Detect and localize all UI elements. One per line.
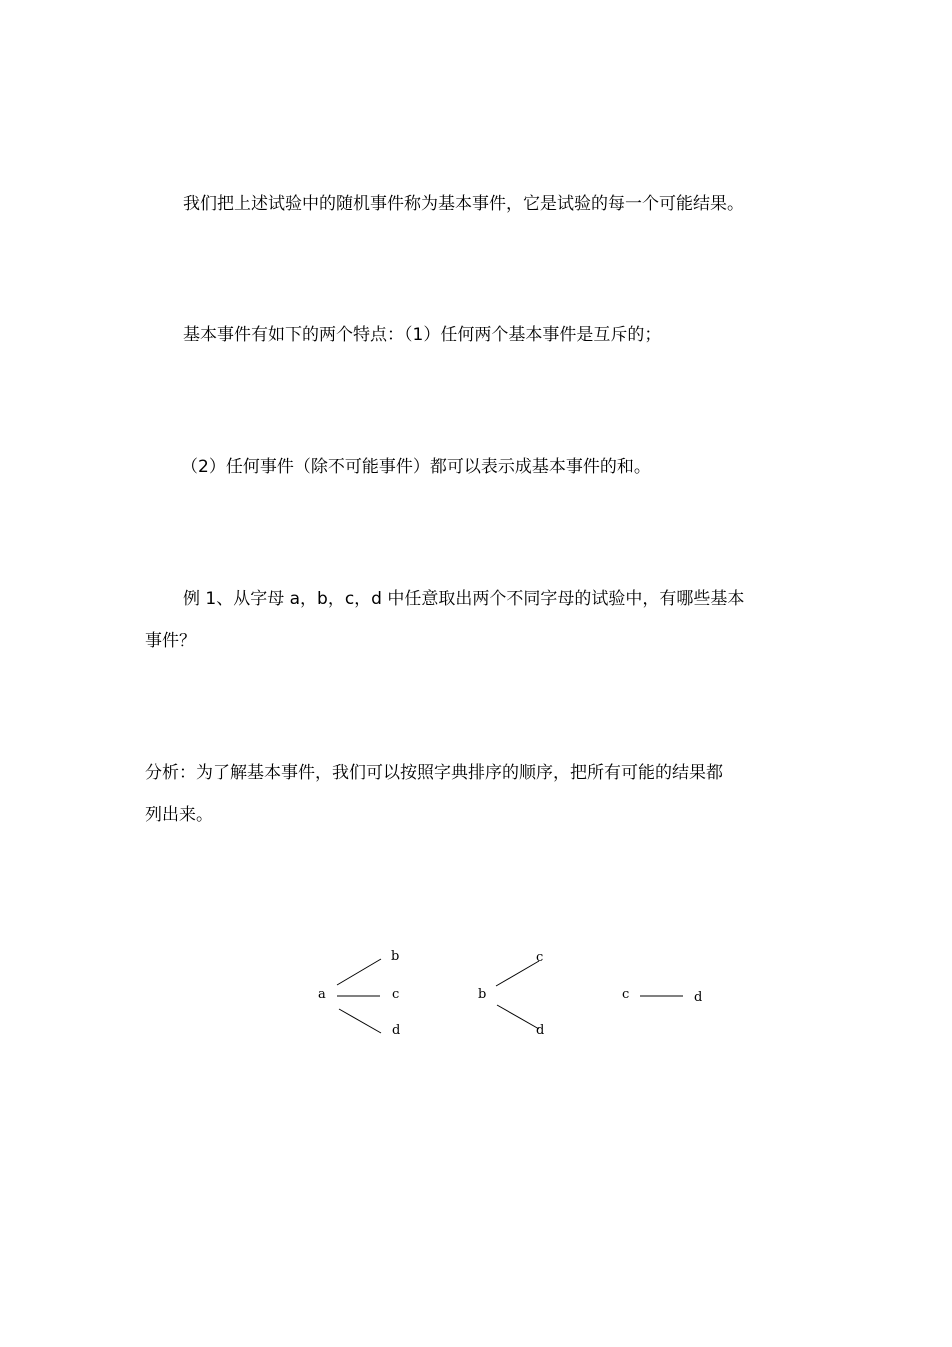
tree-b (478, 950, 544, 1038)
paragraph-property-two: （2）任何事件（除不可能事件）都可以表示成基本事件的和。 (181, 457, 651, 477)
paragraph-basic-event-definition: 我们把上述试验中的随机事件称为基本事件，它是试验的每一个可能结果。 (183, 194, 744, 214)
tree-b-branch-d (497, 1005, 539, 1029)
example-1-line-2: 事件？ (145, 631, 196, 651)
tree-c-leaf-d: d (694, 990, 703, 1005)
tree-a-branch-b (337, 959, 381, 985)
tree-a-leaf-b: b (391, 949, 400, 964)
tree-b-root: b (478, 987, 487, 1002)
tree-c (622, 987, 702, 1005)
tree-a-leaf-c: c (392, 987, 400, 1002)
tree-b-leaf-d: d (536, 1023, 545, 1038)
tree-c-root: c (622, 987, 630, 1002)
paragraph-basic-event-properties: 基本事件有如下的两个特点：（1）任何两个基本事件是互斥的； (183, 325, 662, 345)
analysis-line-1: 分析：为了解基本事件，我们可以按照字典排序的顺序，把所有可能的结果都 (145, 763, 723, 783)
tree-a-root: a (318, 987, 326, 1002)
analysis-line-2: 列出来。 (145, 805, 213, 825)
example-1-line-1: 例 1、从字母 a，b，c，d 中任意取出两个不同字母的试验中，有哪些基本 (183, 589, 745, 609)
tree-b-branch-c (496, 961, 539, 986)
tree-b-leaf-c: c (536, 950, 544, 965)
tree-a-branch-d (339, 1009, 381, 1033)
tree-a (318, 949, 400, 1038)
tree-a-leaf-d: d (392, 1023, 401, 1038)
